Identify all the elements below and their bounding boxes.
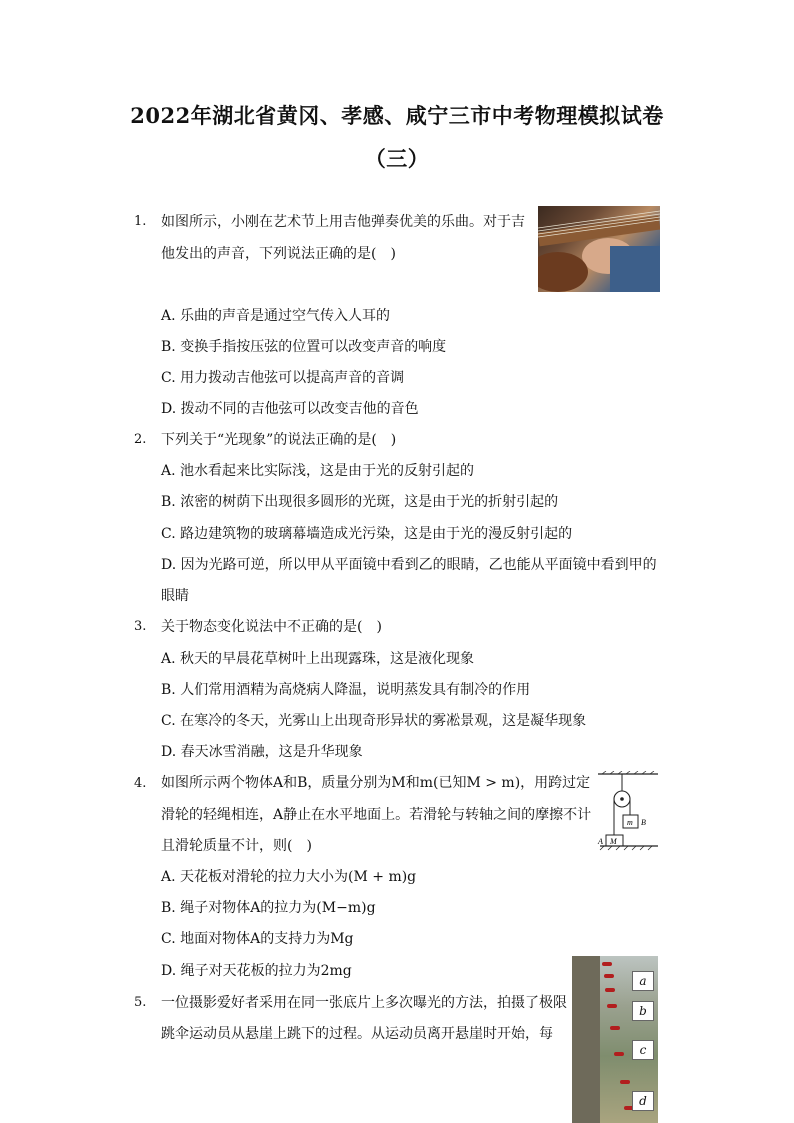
jumper: [604, 974, 614, 978]
option-c[interactable]: C. 地面对物体A的支持力为Mg: [161, 931, 354, 947]
question-number: 5.: [134, 995, 147, 1010]
question-text: 一位摄影爱好者采用在同一张底片上多次曝光的方法，拍摄了极限: [161, 995, 567, 1011]
option-d[interactable]: D. 因为光路可逆，所以甲从平面镜中看到乙的眼睛，乙也能从平面镜中看到甲的: [161, 557, 657, 573]
option-a[interactable]: A. 天花板对滑轮的拉力大小为(M + m)g: [161, 869, 417, 885]
jumper: [614, 1052, 624, 1056]
question-number: 3.: [134, 619, 147, 634]
jumper: [620, 1080, 630, 1084]
question-text: 如图所示两个物体A和B，质量分别为M和m(已知M > m)，用跨过定: [161, 775, 591, 791]
option-c[interactable]: C. 用力拨动吉他弦可以提高声音的音调: [161, 370, 405, 386]
option-a[interactable]: A. 乐曲的声音是通过空气传入人耳的: [161, 308, 391, 324]
option-d[interactable]: D. 拨动不同的吉他弦可以改变吉他的音色: [161, 401, 419, 417]
exam-title: 2022年湖北省黄冈、孝感、咸宁三市中考物理模拟试卷: [130, 103, 664, 128]
pulley-diagram: [596, 771, 660, 853]
question-number: 4.: [134, 776, 147, 791]
jumper: [610, 1026, 620, 1030]
label-b: b: [632, 1001, 654, 1021]
cliff: [572, 956, 600, 1123]
question-text: 下列关于“光现象”的说法正确的是( ): [161, 432, 397, 448]
guitar-photo: [538, 206, 660, 292]
jumper: [607, 1004, 617, 1008]
label-c: c: [632, 1040, 654, 1060]
exam-subtitle: （三）: [364, 146, 430, 171]
object-a-label: A: [598, 837, 603, 846]
question-text: 跳伞运动员从悬崖上跳下的过程。从运动员离开悬崖时开始，每: [161, 1026, 553, 1042]
option-b[interactable]: B. 变换手指按压弦的位置可以改变声音的响度: [161, 339, 447, 355]
option-c[interactable]: C. 路边建筑物的玻璃幕墙造成光污染，这是由于光的漫反射引起的: [161, 526, 573, 542]
jumper: [602, 962, 612, 966]
option-a[interactable]: A. 池水看起来比实际浅，这是由于光的反射引起的: [161, 463, 475, 479]
option-c[interactable]: C. 在寒冷的冬天，光雾山上出现奇形异状的雾凇景观，这是凝华现象: [161, 713, 587, 729]
mass-m-label: m: [627, 818, 633, 827]
option-b[interactable]: B. 绳子对物体A的拉力为(M−m)g: [161, 900, 376, 916]
option-b[interactable]: B. 人们常用酒精为高烧病人降温，说明蒸发具有制冷的作用: [161, 682, 531, 698]
mass-M-label: M: [610, 837, 617, 846]
label-d: d: [632, 1091, 654, 1111]
question-text: 滑轮的轻绳相连，A静止在水平地面上。若滑轮与转轴之间的摩擦不计: [161, 807, 592, 823]
option-d-continued: 眼睛: [161, 588, 189, 604]
skydiver-multi-exposure-photo: [572, 956, 658, 1123]
question-number: 1.: [134, 214, 147, 229]
object-b-label: B: [641, 818, 646, 827]
question-text: 他发出的声音，下列说法正确的是( ): [161, 246, 396, 262]
option-d[interactable]: D. 绳子对天花板的拉力为2mg: [161, 963, 352, 979]
option-b[interactable]: B. 浓密的树荫下出现很多圆形的光斑，这是由于光的折射引起的: [161, 494, 559, 510]
question-text: 如图所示，小刚在艺术节上用吉他弹奏优美的乐曲。对于吉: [161, 214, 525, 230]
option-d[interactable]: D. 春天冰雪消融，这是升华现象: [161, 744, 363, 760]
label-a: a: [632, 971, 654, 991]
question-text: 关于物态变化说法中不正确的是( ): [161, 619, 382, 635]
question-text: 且滑轮质量不计，则( ): [161, 838, 312, 854]
question-number: 2.: [134, 432, 147, 447]
option-a[interactable]: A. 秋天的早晨花草树叶上出现露珠，这是液化现象: [161, 651, 475, 667]
jumper: [605, 988, 615, 992]
